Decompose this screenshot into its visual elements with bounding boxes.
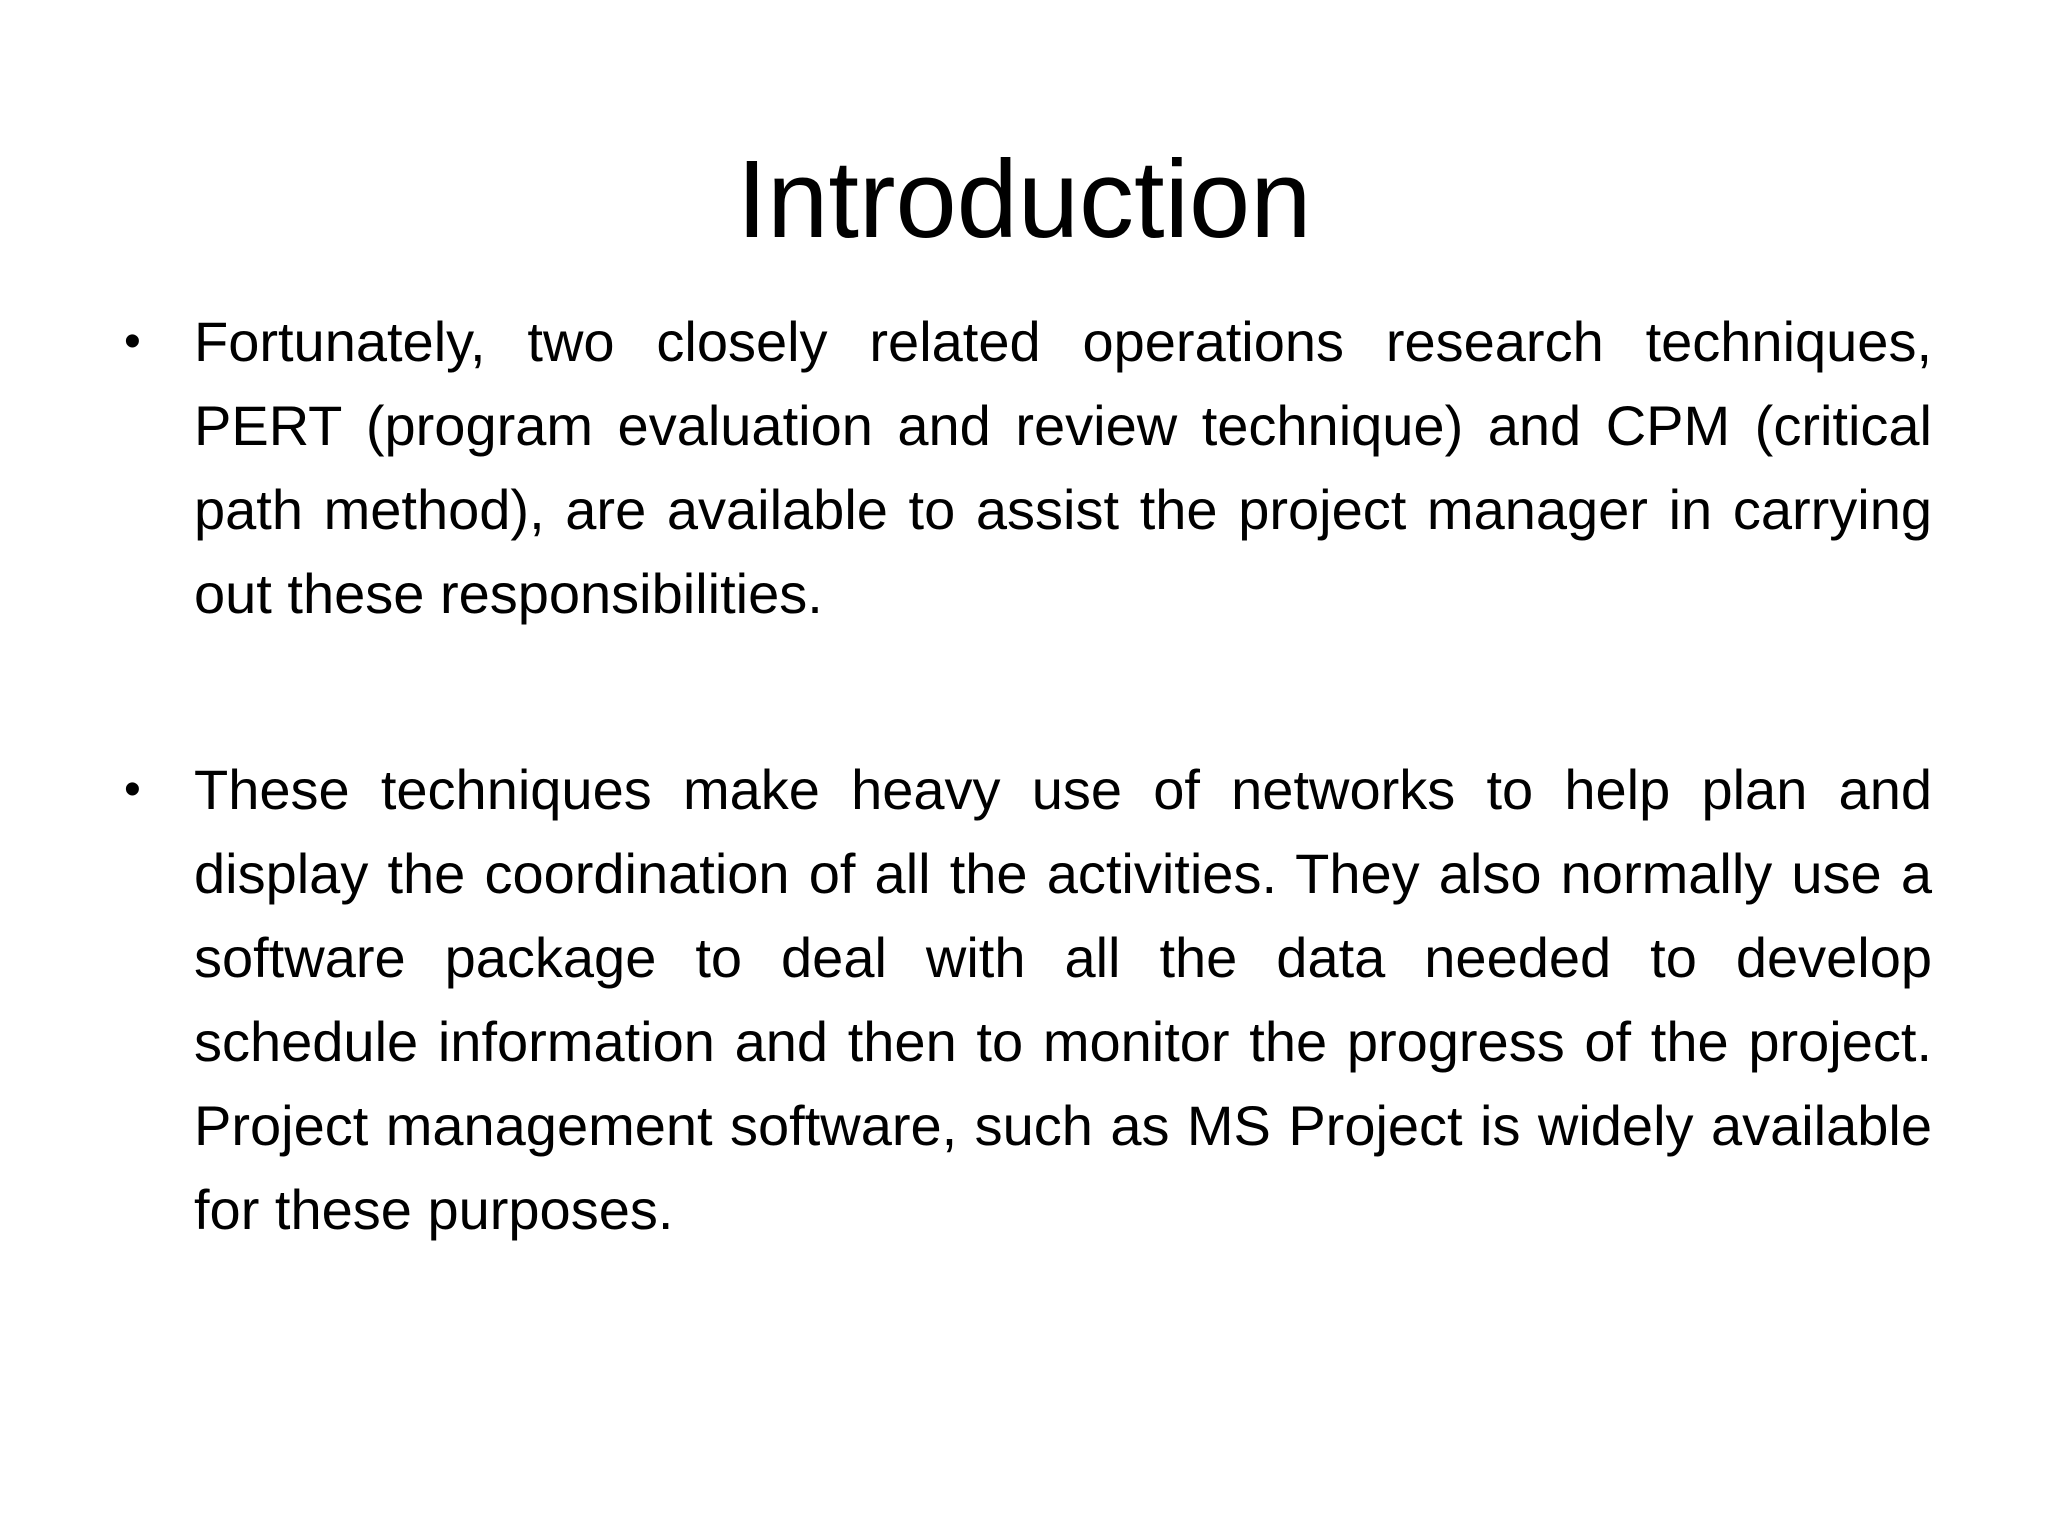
bullet-item bbox=[112, 748, 1932, 1252]
bullet-dot-icon: • bbox=[124, 315, 141, 368]
slide-title: Introduction bbox=[736, 138, 1312, 261]
bullet-list bbox=[112, 300, 1932, 1252]
bullet-text: These techniques make heavy use of networks to help plan and display the coordination of all the activities. They also normally use a software package to deal with all the data needed to develop schedule information and then to monitor the progress of the project. Project management software, such as MS Project is widely available for these purposes. bbox=[194, 758, 1932, 1241]
bullet-dot-icon: • bbox=[124, 763, 141, 816]
bullet-text: Fortunately, two closely related operations research techniques, PERT (program evaluation and review technique) and CPM (critical path method), are available to assist the project manager in carrying out these responsibilities. bbox=[194, 310, 1932, 625]
bullet-item bbox=[112, 300, 1932, 636]
